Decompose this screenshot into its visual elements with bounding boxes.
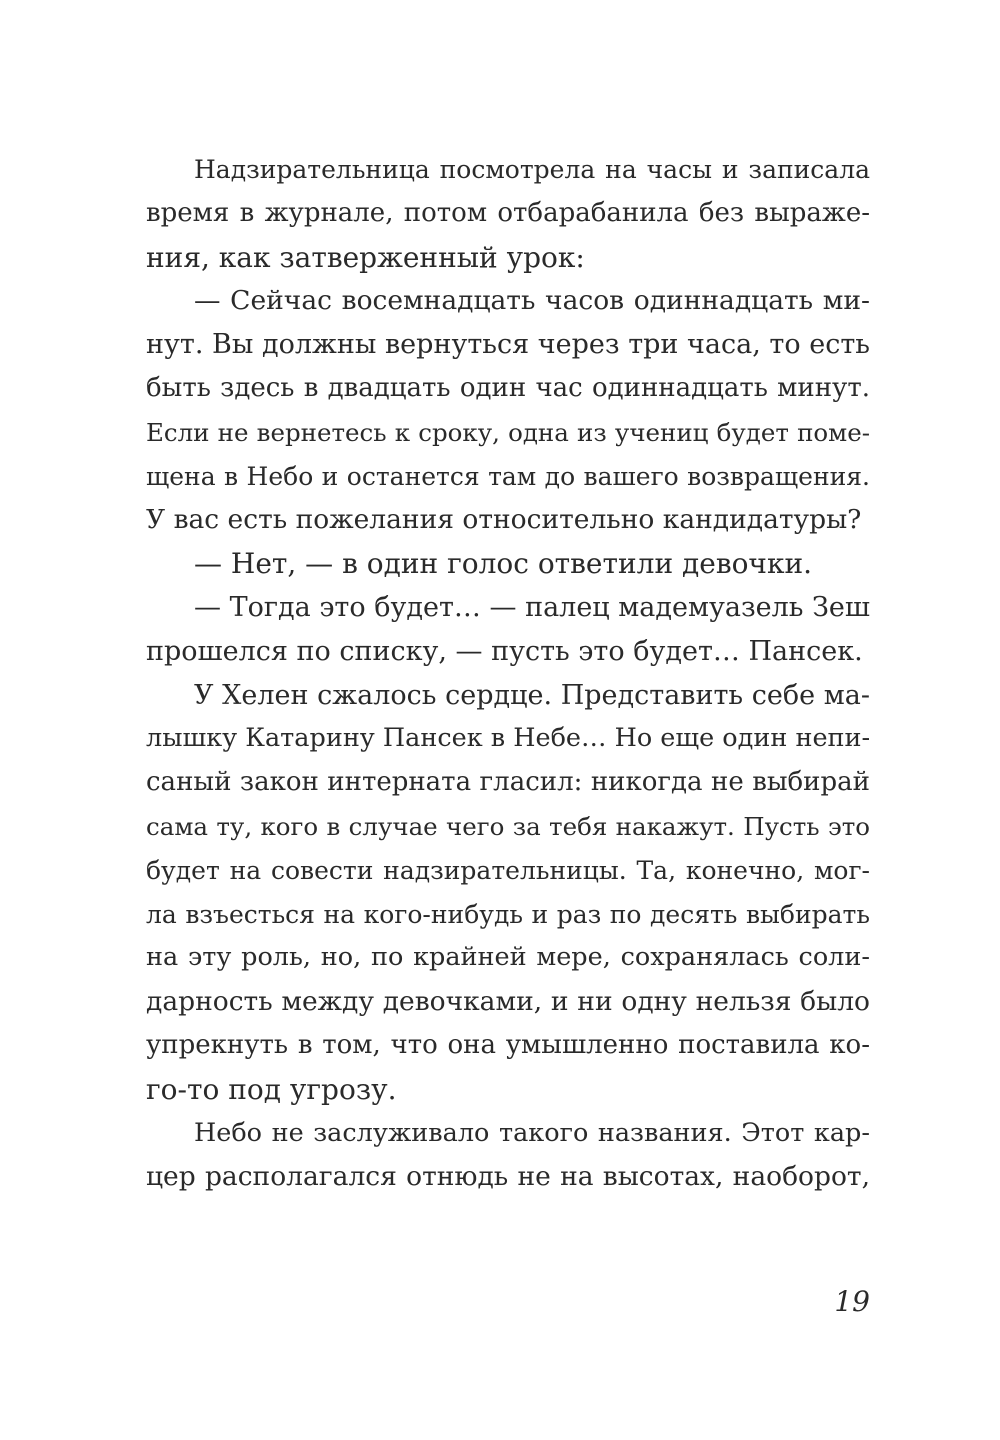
text-line: дарность между девочками, и ни одну нельзя было bbox=[146, 986, 870, 1018]
text-line: го-то под угрозу. bbox=[146, 1072, 397, 1106]
body-text bbox=[146, 148, 870, 1199]
text-line: — Сейчас восемнадцать часов одиннадцать ми- bbox=[194, 285, 870, 317]
text-line: У вас есть пожелания относительно кандидатуры? bbox=[146, 504, 862, 536]
text-line: быть здесь в двадцать один час одиннадцать минут. bbox=[146, 372, 870, 403]
text-line: Небо не заслуживало такого названия. Этот кар- bbox=[194, 1117, 870, 1148]
page-number: 19 bbox=[834, 1285, 870, 1318]
text-line: Если не вернетесь к сроку, одна из учениц будет поме- bbox=[146, 417, 870, 447]
text-line: время в журнале, потом отбарабанила без выраже- bbox=[146, 197, 870, 228]
text-line: У Хелен сжалось сердце. Представить себе ма- bbox=[194, 679, 870, 711]
text-line: сама ту, кого в случае чего за тебя накажут. Пусть это bbox=[146, 811, 870, 841]
text-line: на эту роль, но, по крайней мере, сохранялась соли- bbox=[146, 942, 870, 973]
text-line: цер располагался отнюдь не на высотах, наоборот, bbox=[146, 1161, 870, 1193]
text-line: ла взъесться на кого-нибудь и раз по десять выбирать bbox=[146, 899, 870, 929]
text-line: нут. Вы должны вернуться через три часа, то есть bbox=[146, 329, 870, 361]
text-line: — Тогда это будет… — палец мадемуазель Зеш bbox=[194, 591, 870, 623]
text-line: — Нет, — в один голос ответили девочки. bbox=[194, 547, 813, 581]
text-line: саный закон интерната гласил: никогда не выбирай bbox=[146, 767, 870, 798]
text-line: упрекнуть в том, что она умышленно поставила ко- bbox=[146, 1029, 870, 1060]
text-line: будет на совести надзирательницы. Та, конечно, мог- bbox=[146, 855, 870, 885]
text-line: прошелся по списку, — пусть это будет… Пансек. bbox=[146, 635, 863, 667]
text-line: Надзирательница посмотрела на часы и записала bbox=[194, 155, 870, 184]
text-line: щена в Небо и останется там до вашего возвращения. bbox=[146, 461, 870, 491]
text-line: лышку Катарину Пансек в Небе… Но еще один непи- bbox=[146, 723, 871, 754]
text-line: ния, как затверженный урок: bbox=[146, 240, 585, 274]
